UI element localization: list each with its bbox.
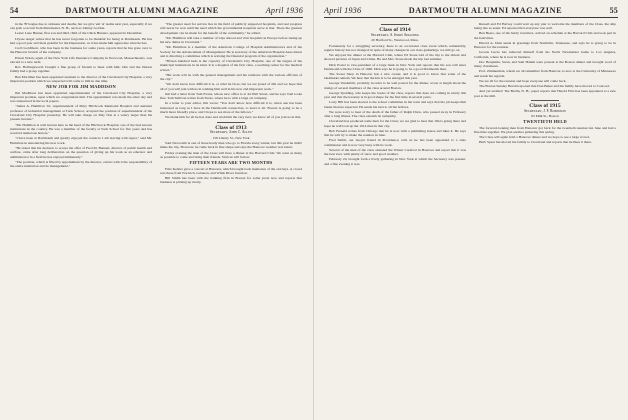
paragraph: Ben Bears, one of the hardy travellers, arrived on schedule at the Harvard Club and took part in the festivities. xyxy=(474,31,616,40)
section-rule xyxy=(531,100,559,101)
paragraph: Larry Hill has been elected to the school committee in his town and says that the job keeps him busier than he expected. He sends his best to all the fellows. xyxy=(324,100,466,109)
subheading: FIFTEEN YEARS ARE TWO MONTHS xyxy=(189,160,273,166)
paragraph: "Mr. Hamilton will take a number of trips abroad and visit hospitals in Europe before taking up his new duties in Cleveland." xyxy=(160,35,302,45)
paragraph: "Fifteen hundred beds is the capacity of Cleveland's City Hospital, one of the largest of the municipal institutions in its kind. It is a hospital of the first class, a teaching center for the medical school." xyxy=(160,59,302,72)
section-rule xyxy=(381,24,409,25)
paragraph: The Boston Sunday Herald reported that Don Baker and his family have moved to Concord. xyxy=(479,84,610,89)
paragraph: We enjoyed the dinner at the Harvard Club, where Ed Stone told of his trip to the Orient and showed pictures of Japan and China. He and Mrs. Stone made the trip last summer. xyxy=(324,53,466,62)
secretary-line: Secretary, S. Jerry Spalding xyxy=(370,32,420,37)
paragraph: Jim had a letter from Tom Evans, whose new office is at 44 Wall Street, and he says Tom looks fine. Tom Sullivan writes from Texas, where he is with a large oil company. xyxy=(160,91,302,101)
column xyxy=(474,22,616,420)
magazine-title: DARTMOUTH ALUMNI MAGAZINE xyxy=(65,6,219,15)
paragraph: Gowns Lucas has removed himself from his North Newmarket home to Los Angeles, California, where he is now in business. xyxy=(474,50,616,59)
paragraph: And yet another! The Berlin, N. H., paper reports that Harold Fitts has been appointed to a new post at the mill. xyxy=(474,89,616,98)
paragraph: The Sweet Shop in Hanover has a new owner, and it is good to know that some of the landmarks remain. We hear that the Inn is to be enlarged this year. xyxy=(324,71,466,81)
paragraph: in the 'B' league due to sickness and deaths, but we give 'em 'A' teams next year, especially if we can grab a recruit from Manchester, N. H., such as Johnny Gordon. xyxy=(10,22,152,31)
column xyxy=(324,22,466,420)
magazine-title: DARTMOUTH ALUMNI MAGAZINE xyxy=(408,6,563,15)
paragraph: We thank him for all he has done and wish him the very best; we know all of you join us in this. xyxy=(165,115,302,120)
paragraph: "We don't know how difficult it is, or what he faces, but we are proud of Jim and we hope that all of you will join with us in wishing him well in his new and important work." xyxy=(160,82,302,91)
paragraph: Bob Fernald writes from Chicago that he is now with a publishing house and likes it. He says that he will try to make the reunion in June. xyxy=(324,128,466,138)
secretary-line: Secretary, J. F. Robinson xyxy=(524,108,566,113)
paragraph: We were sorry to hear of the death of the father of Ralph Drew, who passed away in February after a long illness. The class extends its sympathy. xyxy=(324,109,466,119)
paragraph: Ulysse Auger writes that he has never forgotten to be thankful for being at Dartmouth. He has had a good year and feels grateful for the Depression, as it has made him appreciate what he has. xyxy=(10,36,152,45)
address-line: 158 Liberty St., New York xyxy=(212,135,250,140)
class-heading: Class of 1915 xyxy=(529,102,561,109)
paragraph: George Spalding, who keeps the books of the class, reports that dues are coming in nicely this year and that the treasury is in good shape for the first time in several years. xyxy=(324,90,466,100)
paragraph: We are all for the reunion and hope everyone will come back. xyxy=(479,78,567,83)
paragraph: "The position, which is filled by appointment by the director, carries with it the responsibility of the entire institution and its management." xyxy=(10,159,152,169)
paragraph: Herb Spear has moved his family to Cleveland and reports that he likes it there. xyxy=(479,140,592,145)
paragraph: Friday evening the men of the Class will have a dinner at the Harvard Club. We want as many as possible to come and bring their friends. Notices will follow. xyxy=(160,150,302,159)
paragraph: "He stated that his decision to accept the offer of Fred M. Bennett, director of public health and welfare, came after long deliberation on the question of giving up his work as an educator and administrator in a field he has enjoyed immensely." xyxy=(10,145,152,159)
issue-date: April 1936 xyxy=(265,6,303,15)
class-heading: Class of 1913 xyxy=(215,124,247,131)
page-number: 55 xyxy=(609,6,618,15)
section-rule xyxy=(217,122,245,123)
paragraph: Cleveland has produced some men for the Class; we are glad to hear that Jim is going there and hope he will look up the 1914 men in that city. xyxy=(324,119,466,128)
column xyxy=(160,22,302,420)
class-heading: Class of 1914 xyxy=(379,27,411,33)
paragraph: Ben Mortimer has been appointed assistant to the director of the Cleveland City Hospital, a very important position which we suspected will come to him in due time. xyxy=(10,74,152,83)
paragraph: Jim Maddison has been appointed superintendent of the Cleveland City Hospital, a very important position, upon which we congratulate him. The appointment was made the other day and was announced in the local papers. xyxy=(10,90,152,104)
paragraph: The Class will again hold a Hanover dinner and we hope to see a large crowd. xyxy=(479,135,590,140)
paragraph: Doc Benjamin, Swan, and Sam Hamm were present at the Boston dinner and brought word of many classmates. xyxy=(474,59,616,69)
paragraph: George Vanderbilt, probably in order to be well posted for the dinner, wrote at length about the doings of several members of the class around Boston. xyxy=(324,81,466,90)
issue-date: April 1936 xyxy=(324,6,362,15)
paragraph: "James A. Hamilton '10, superintendent of Mary Hitchcock Memorial Hospital and assistant professor of industrial management at Tuck School, accepted the position of superintendent of the Cleveland City Hospital yesterday. He will take charge on May first at a salary larger than his present income." xyxy=(10,104,152,122)
paragraph: Russell and Ed Harvey could wait up any pier to welcome the members of the Class, the ship being late as usual. Ed reported that everyone was well. xyxy=(474,22,616,31)
paragraph: Prof. Zimmerman, whom we all remember from Hanover, is now at the University of Minnesota and sends his regards. xyxy=(474,69,616,78)
paragraph: "I have been at Dartmouth and greatly enjoyed the contacts. I am leaving with regret," said Mr. Hamilton in announcing his new work. xyxy=(10,136,152,145)
right-page-header xyxy=(324,6,618,18)
paragraph: Fortunately for a struggling secretary, there is an occasional class event which, remarkably, regular history has not changed; in spite of many changes in our class gatherings, we still go on. xyxy=(324,43,466,52)
paragraph: Said Newcomb is one of those hardy men who go to Florida every winter, but this year he didn't make the trip. However, he came back in fine shape and says the Hanover weather was better. xyxy=(160,141,302,150)
left-columns xyxy=(10,22,303,420)
paragraph: "Mr. Hamilton is a member of the American College of Hospital Administrators and of the Society for the Advancement of Management. He is secretary of the American Hospital Association and is directing a committee which is revising the financial program of the organization." xyxy=(160,45,302,58)
paragraph: February 24, brought forth a lively gathering in New York at which the Secretary was present, and a fine evening it was. xyxy=(324,157,466,166)
page-number: 54 xyxy=(10,6,19,15)
paragraph: Cecil Goldthorn, who has been in the business for some years, reports that he has gone over to the Hanover branch of the company. xyxy=(10,46,152,55)
paragraph: "The greater need for service lies in the field of publicly supported hospitals, and real progress will never be won until the need which the governmental hospitals serve is met. There the greatest development can be made for the benefit of the community," he added. xyxy=(160,22,302,35)
secretary-line: Secretary, John C. Allen xyxy=(209,130,253,135)
address-line: 20 Hartford St., Westwood, Mass. xyxy=(371,38,419,43)
subheading: TWENTIETH HELD xyxy=(523,119,567,125)
column xyxy=(10,22,152,420)
paragraph: In a letter to your editor, Jim wrote: "You don't know how difficult it is, when one has been interested as long as I have in the Dartmouth connection, to leave it all. Boston is going to be a much more friendly place, and I hope to see more of the fellows." xyxy=(160,101,302,115)
paragraph: Fritz Keisler gave a concert at Hanover, which brought back memories of the old days. A crowd was there from Norwich, Lebanon, and White River Junction. xyxy=(160,166,302,175)
paragraph: The forward-looking men from Hanover got back for the twentieth reunion last June and had a fine time together. We plan another gathering this spring. xyxy=(474,125,616,135)
address-line: 65 Milk St., Boston xyxy=(531,114,559,119)
left-page-header xyxy=(10,6,303,18)
paragraph: Fred Smith, our lawyer friend in Providence, tells us he has been appointed to a state commission and is now very busy with its work. xyxy=(324,138,466,147)
right-columns xyxy=(324,22,618,420)
paragraph: Bill Smith has been with the banking firm in Boston for some years now and reports that business is picking up nicely. xyxy=(160,176,302,185)
paragraph: Ernest Nolan, agent of the New York Life Insurance Company in Norwood, Massachusetts, was elected to a new term. xyxy=(10,55,152,64)
paragraph: "Mr. Hamilton is well known here as the head of the Hitchcock Hospital, one of the best known institutions in the country. He was a member of the faculty at Tuck School for five years and has received numerous honors." xyxy=(10,122,152,136)
right-page xyxy=(314,0,628,420)
paragraph: Lester Lane Hunter, first son and third child of the Chick Hunters, appeared in December. xyxy=(15,31,143,36)
paragraph: "His work will be with the general management and his relations with the various officials of the city." xyxy=(160,72,302,82)
paragraph: Dick Porter is vice-president of a large bank in New York and reports that his son will enter Dartmouth with the Class of 1940. Dick says he is going to be a good Dartmouth man. xyxy=(324,62,466,71)
paragraph: Several of the men of the class attended the Winter Carnival in Hanover and report that it was the best ever, with plenty of snow and good weather. xyxy=(324,147,466,157)
paragraph: Rev. Hollingsworth brought a fine group of friends to meet with him; Otis and the Nelson family had a group together. xyxy=(10,65,152,74)
paragraph: Harold A. Dam sends in greetings from Nashville, Tennessee, and says he is going to be in Hanover for the reunion. xyxy=(474,40,616,50)
subheading: NEW JOB FOR JIM MADDISON xyxy=(46,84,116,90)
